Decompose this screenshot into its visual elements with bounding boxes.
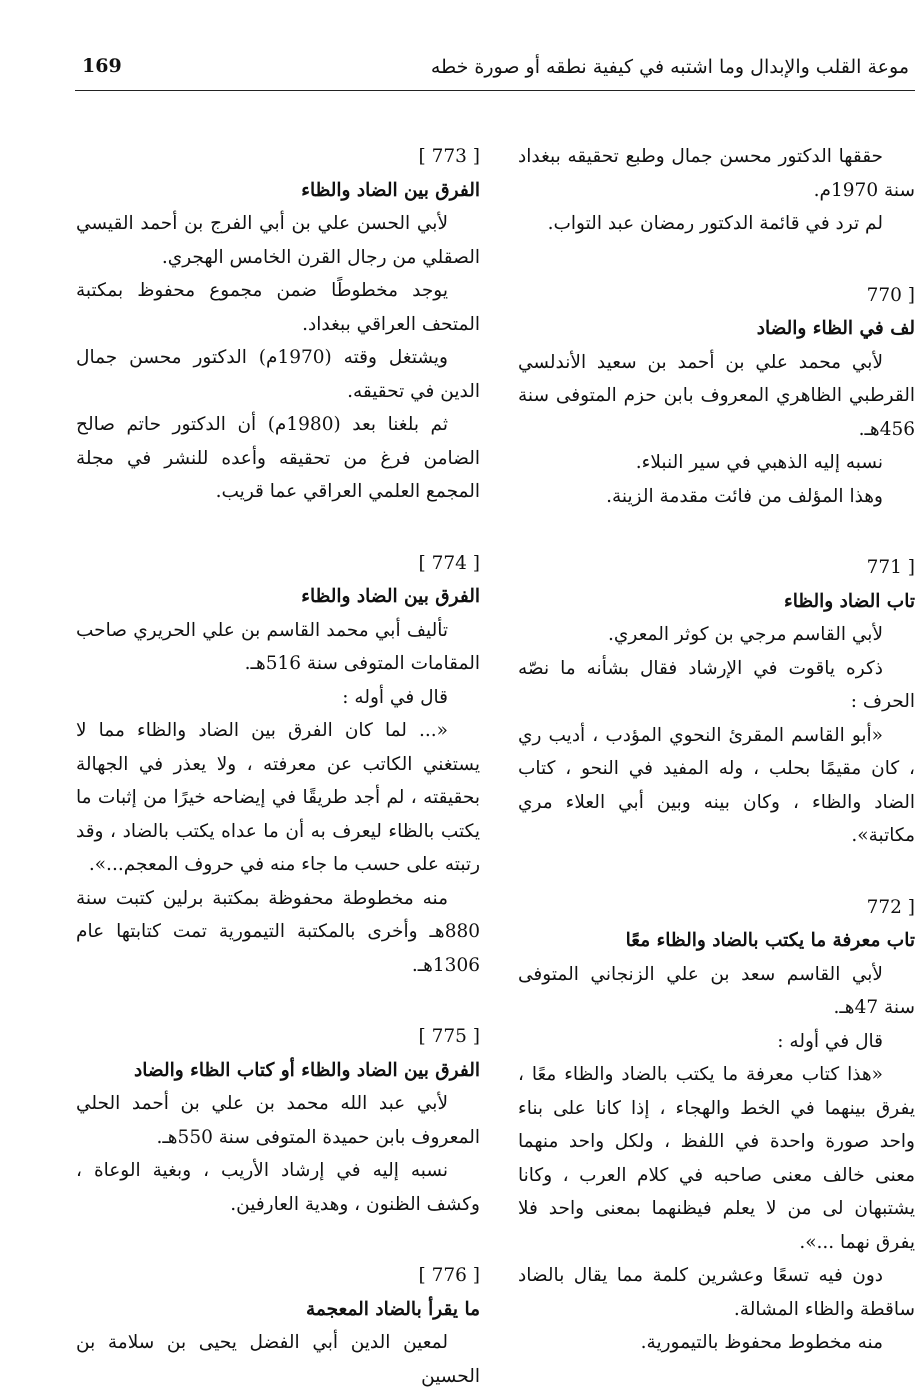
entry-title: ما يقرأ بالضاد المعجمة	[305, 1298, 480, 1320]
entry-paragraph: ذكره ياقوت في الإرشاد فقال بشأنه ما نصّه الحرف :	[518, 657, 915, 712]
entry-paragraph: ويشتغل وقته (1970م) الدكتور محسن جمال الدين في تحقيقه.	[76, 347, 480, 402]
entry-block	[518, 140, 915, 241]
entry-paragraph: منه مخطوط محفوظ بالتيمورية.	[640, 1332, 883, 1353]
entry-paragraph: حققها الدكتور محسن جمال وطبع تحقيقه ببغداد سنة 1970م.	[518, 146, 915, 201]
entry-number: [ 775 ]	[418, 1026, 480, 1047]
entry-number: [ 771	[866, 557, 915, 578]
entry-paragraph: نسبه إليه في إرشاد الأريب ، وبغية الوعاة ، وكشف الظنون ، وهدية العارفين.	[76, 1160, 480, 1215]
entry-paragraph: «هذا كتاب معرفة ما يكتب بالضاد والظاء معًا ، يفرق بينهما في الخط والهجاء ، إذا كانا على بناء واحد صورة واحدة في اللفظ ، ولكل واحد منهما معنى خالف معنى صاحبه في كلام العرب ، وكانا يشتبهان لى من لا يعلم فيظنهما بمعنى واحد فلا يفرق نهما ...».	[518, 1064, 915, 1253]
entry-number: [ 774 ]	[418, 552, 480, 574]
entry-number: [ 772	[866, 896, 915, 918]
entry-paragraph: لأبي القاسم سعد بن علي الزنجاني المتوفى سنة 47هـ.	[518, 963, 915, 1018]
right-column	[518, 140, 915, 1353]
entry-title: الفرق بين الضاد والظاء	[301, 586, 480, 607]
entry-block	[518, 551, 915, 853]
entry-title: تاب الضاد والظاء	[784, 590, 915, 612]
entry-paragraph: لأبي عبد الله محمد بن علي بن أحمد الحلي المعروف بابن حميدة المتوفى سنة 550هـ.	[76, 1093, 480, 1148]
entry-paragraph: قال في أوله :	[777, 1030, 883, 1052]
left-column	[76, 140, 480, 1387]
entry-title: الفرق بين الضاد والظاء	[301, 179, 480, 201]
entry-paragraph: وهذا المؤلف من فائت مقدمة الزينة.	[606, 485, 883, 507]
entry-block	[76, 1020, 480, 1221]
page-header	[0, 0, 915, 90]
entry-paragraph: منه مخطوطة محفوظة بمكتبة برلين كتبت سنة 880هـ وأخرى بالمكتبة التيمورية تمت كتابتها عام 1306هـ.	[76, 887, 480, 976]
running-title: موعة القلب والإبدال وما اشتبه في كيفية نطقه أو صورة خطه	[430, 56, 909, 78]
entry-paragraph: لأبي الحسن علي بن أبي الفرج بن أحمد القيسي الصقلي من رجال القرن الخامس الهجري.	[76, 213, 480, 268]
entry-paragraph: لأبي القاسم مرجي بن كوثر المعري.	[608, 624, 883, 645]
page-number: 169	[82, 55, 122, 77]
entry-title: الفرق بين الضاد والظاء أو كتاب الظاء والضاد	[134, 1059, 480, 1081]
entry-paragraph: تأليف أبي محمد القاسم بن علي الحريري صاحب المقامات المتوفى سنة 516هـ.	[76, 619, 480, 674]
entry-paragraph: ثم بلغنا بعد (1980م) أن الدكتور حاتم صالح الضامن فرغ من تحقيقه وأعده للنشر في مجلة المجمع العلمي العراقي عما قريب.	[76, 414, 480, 502]
entry-block	[76, 547, 480, 983]
entry-block	[518, 891, 915, 1360]
entry-title: تاب معرفة ما يكتب بالضاد والظاء معًا	[625, 930, 915, 951]
header-rule	[75, 90, 915, 91]
entry-paragraph: يوجد مخطوطًا ضمن مجموع محفوظ بمكتبة المتحف العراقي ببغداد.	[76, 280, 480, 335]
entry-paragraph: «... لما كان الفرق بين الضاد والظاء مما لا يستغني الكاتب عن معرفته ، ولا يعذر في الجهالة بحقيقته ، لم أجد طريقًا في إيضاحه خيرًا من إثبات ما يكتب بالظاء ليعرف به أن ما عداه يكتب بالضاد ، وقد رتبته على حسب ما جاء منه في حروف المعجم...».	[76, 720, 480, 875]
entry-paragraph: لأبي محمد علي بن أحمد بن سعيد الأندلسي القرطبي الظاهري المعروف بابن حزم المتوفى سنة 456هـ.	[518, 351, 915, 440]
entry-number: [ 773 ]	[418, 146, 480, 167]
entry-block	[76, 140, 480, 509]
entry-paragraph: دون فيه تسعًا وعشرين كلمة مما يقال بالضاد ساقطة والظاء المشالة.	[518, 1265, 915, 1320]
entry-paragraph: لم ترد في قائمة الدكتور رمضان عبد التواب.	[547, 213, 883, 234]
entry-number: [ 776 ]	[418, 1265, 480, 1286]
entry-paragraph: لمعين الدين أبي الفضل يحيى بن سلامة بن الحسين	[76, 1332, 480, 1387]
entry-number: [ 770	[866, 284, 915, 306]
entry-paragraph: «أبو القاسم المقرئ النحوي المؤدب ، أديب ري ، كان مقيمًا بحلب ، وله المفيد في النحو ، كتاب الضاد والظاء ، وكان بينه وبين أبي العلاء مري مكاتبة».	[518, 724, 915, 846]
entry-block	[518, 279, 915, 514]
entry-title: لف في الظاء والضاد	[756, 318, 915, 339]
entry-paragraph: قال في أوله :	[342, 686, 448, 708]
entry-block	[76, 1259, 480, 1393]
entry-paragraph: نسبه إليه الذهبي في سير النبلاء.	[635, 452, 883, 473]
